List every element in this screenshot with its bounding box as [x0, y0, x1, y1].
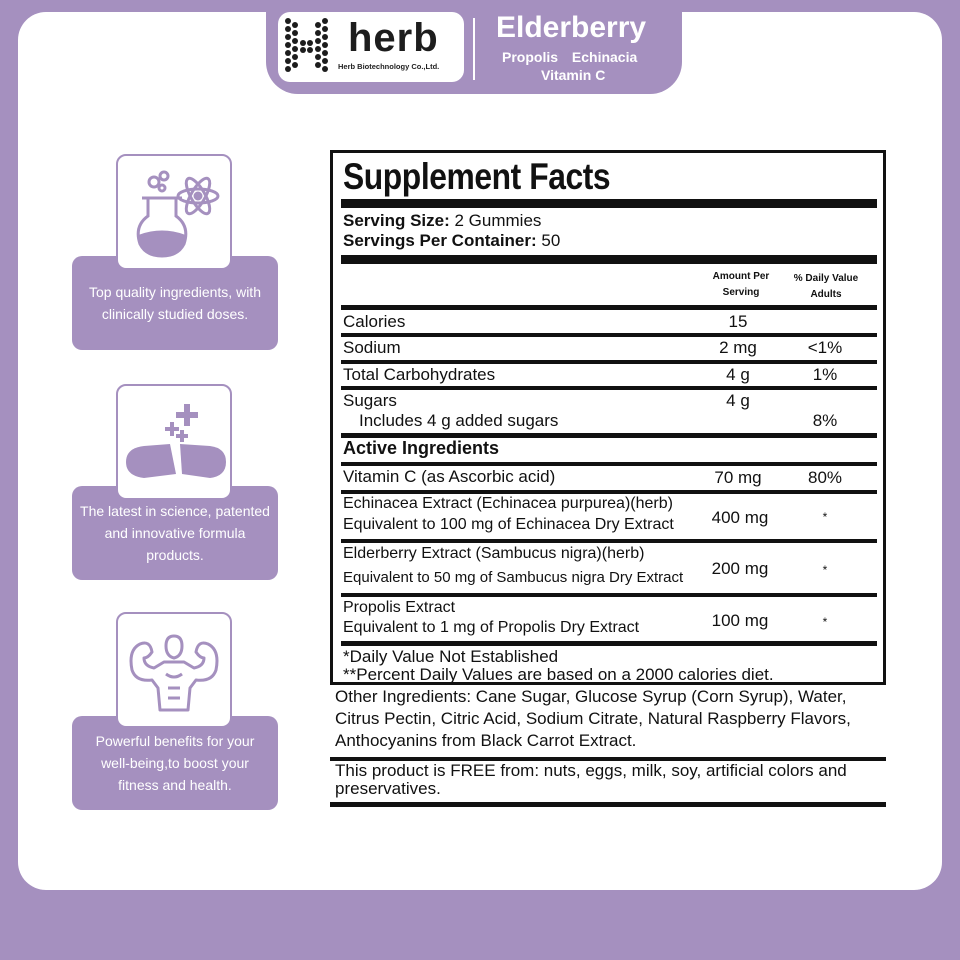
ingredient-amount: 200 mg	[711, 559, 769, 578]
ingredient-daily-value: *	[822, 563, 828, 577]
thick-divider	[330, 802, 886, 807]
nutrient-amount: 4 g	[726, 391, 750, 410]
nutrient-name: Total Carbohydrates	[343, 365, 496, 384]
herb-logo-icon	[282, 16, 332, 76]
feature-quality-text: Top quality ingredients, with clinically studied doses.	[89, 284, 261, 322]
nutrient-daily-value: 8%	[812, 411, 838, 430]
feature-fitness-box	[72, 716, 278, 810]
nutrient-amount: 15	[728, 312, 748, 331]
col-header-daily-value: % Daily Value Adults	[793, 273, 859, 300]
lab-flask-atom-icon	[116, 154, 232, 270]
logo-wordmark: herb	[348, 16, 439, 60]
nutrient-name: Sugars	[343, 391, 397, 410]
nutrient-daily-value: <1%	[807, 338, 843, 357]
footnote-dv-not-established: *Daily Value Not Established	[343, 647, 559, 666]
ingredient-amount: 400 mg	[711, 508, 769, 527]
col-header-amount: Amount Per Serving	[712, 271, 770, 298]
serving-size: Serving Size: 2 Gummies	[343, 211, 542, 230]
ingredient-amount: 100 mg	[711, 611, 769, 630]
medium-divider	[341, 641, 877, 646]
capsule-icon	[116, 384, 232, 500]
nutrient-name: Sodium	[343, 338, 401, 357]
supplement-facts-panel	[330, 150, 886, 685]
ingredient-name: Elderberry Extract (Sambucus nigra)(herb)	[343, 545, 645, 562]
ingredient-amount: 70 mg	[714, 468, 762, 487]
free-from-statement: This product is FREE from: nuts, eggs, milk, soy, artificial colors and preservatives.	[335, 761, 847, 798]
product-subtitle-1: Propolis Echinacia	[502, 49, 638, 65]
thick-divider	[341, 199, 877, 208]
logo-company-name: Herb Biotechnology Co.,Ltd.	[338, 62, 440, 71]
row-divider	[341, 593, 877, 597]
nutrient-subline: Includes 4 g added sugars	[359, 411, 559, 430]
other-ingredients: Other Ingredients: Cane Sugar, Glucose Syrup (Corn Syrup), Water, Citrus Pectin, Citric Acid, Sodium Citrate, Natural Raspberry Flavors, Anthocyanins from Black Carrot Extract.	[335, 687, 851, 750]
row-divider	[341, 386, 877, 390]
ingredient-equivalent: Equivalent to 100 mg of Echinacea Dry Extract	[343, 516, 674, 533]
row-divider	[341, 360, 877, 364]
nutrient-amount: 4 g	[726, 365, 750, 384]
ingredient-daily-value: *	[822, 615, 828, 629]
product-title: Elderberry	[496, 11, 647, 44]
nutrient-name: Calories	[343, 312, 406, 331]
row-divider	[341, 333, 877, 337]
ingredient-name: Echinacea Extract (Echinacea purpurea)(herb)	[343, 495, 673, 512]
ingredient-daily-value: 80%	[807, 468, 843, 487]
ingredient-name: Vitamin C (as Ascorbic acid)	[343, 467, 556, 486]
row-divider	[341, 490, 877, 494]
active-ingredients-heading: Active Ingredients	[343, 438, 500, 458]
ingredient-equivalent: Equivalent to 1 mg of Propolis Dry Extract	[343, 619, 640, 636]
footnote-percent-dv: **Percent Daily Values are based on a 2000 calories diet.	[343, 665, 774, 684]
product-subtitle-2: Vitamin C	[541, 67, 606, 83]
ingredient-equivalent: Equivalent to 50 mg of Sambucus nigra Dry Extract	[343, 569, 684, 586]
facts-title: Supplement Facts	[343, 156, 611, 197]
medium-divider	[341, 305, 877, 310]
feature-fitness-text: Powerful benefits for your well-being,to boost your fitness and health.	[95, 733, 255, 793]
servings-per-container: Servings Per Container: 50	[343, 231, 561, 250]
thick-divider	[341, 255, 877, 264]
nutrient-amount: 2 mg	[719, 338, 757, 357]
ingredient-name: Propolis Extract	[343, 599, 456, 616]
ingredient-daily-value: *	[822, 510, 828, 524]
medium-divider	[341, 462, 877, 466]
feature-science-text: The latest in science, patented and innovative formula products.	[80, 503, 270, 563]
muscle-body-icon	[116, 612, 232, 728]
row-divider	[341, 539, 877, 543]
nutrient-daily-value: 1%	[812, 365, 838, 384]
header-divider	[473, 18, 475, 80]
